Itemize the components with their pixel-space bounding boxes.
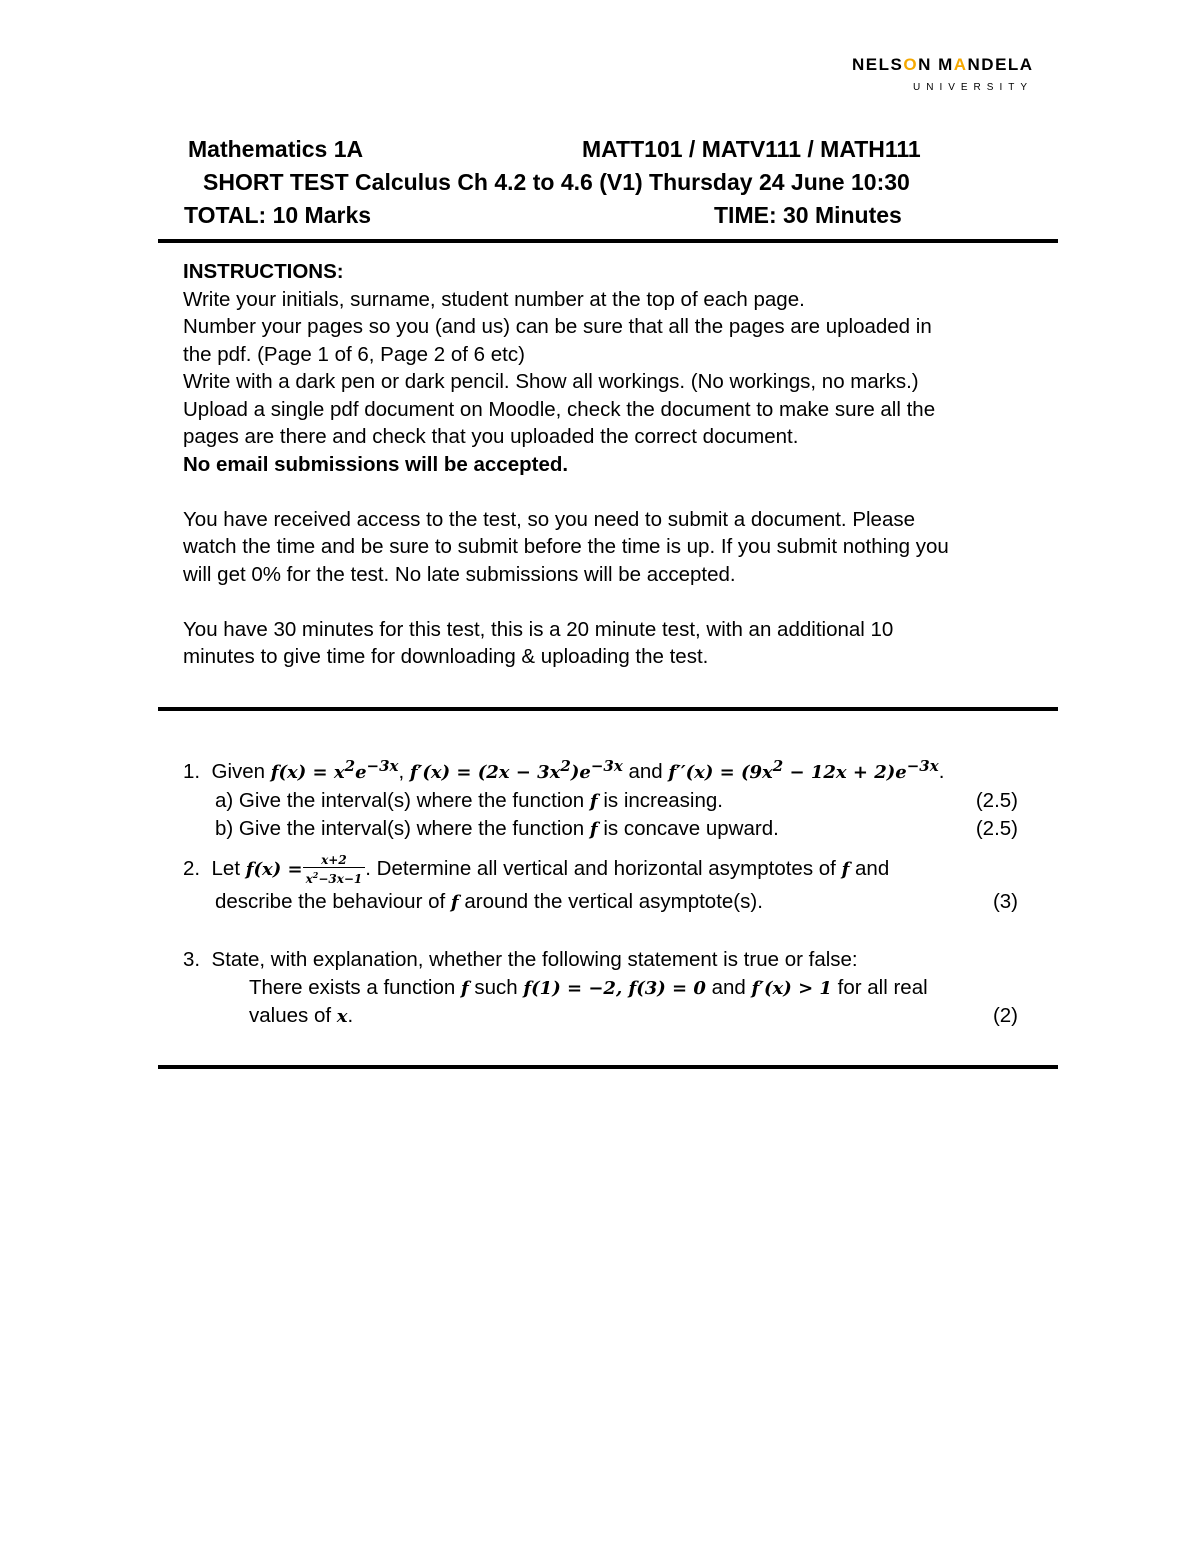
question-1a-marks: (2.5) [975, 788, 1018, 812]
instructions-block [183, 258, 1043, 671]
question-3 [183, 946, 1018, 1031]
header-divider [158, 239, 1058, 243]
access-paragraph-line: watch the time and be sure to submit before the time is up. If you submit nothing you [183, 535, 949, 558]
question-2-line2: describe the behaviour of f around the vertical asymptote(s). (3) [183, 888, 1018, 917]
time-paragraph-line: You have 30 minutes for this test, this is a 20 minute test, with an additional 10 [183, 617, 894, 641]
question-3-line1: 3. State, with explanation, whether the following statement is true or false: [183, 948, 858, 971]
rational-function-fraction: $\frac{x+2}{x^2-3x-1}$ [303, 853, 366, 886]
question-2-marks: (3) [992, 890, 1018, 913]
instruction-line: the pdf. (Page 1 of 6, Page 2 of 6 etc) [183, 342, 525, 366]
instruction-line: Upload a single pdf document on Moodle, check the document to make sure all the [183, 397, 936, 421]
course-title: Mathematics 1A [188, 136, 364, 162]
question-1a: a) Give the interval(s) where the function f is increasing. (2.5) [183, 787, 1018, 816]
time-paragraph-line: minutes to give time for downloading & uploading the test. [183, 645, 709, 668]
question-1b: b) Give the interval(s) where the function f is concave upward. (2.5) [183, 815, 1018, 844]
question-2 [183, 850, 1018, 917]
course-codes: MATT101 / MATV111 / MATH111 [582, 136, 921, 162]
question-1-stem: 1. Given $f(x) = x^2e^{-3x}$, $f'(x) = (2x - 3x^2)e^{-3x}$ and $f''(x) = (9x^2 - 12x + 2)e^{-3x}$. [183, 757, 945, 783]
test-title: SHORT TEST Calculus Ch 4.2 to 4.6 (V1) Thursday 24 June 10:30 [203, 169, 910, 195]
question-3-line2: There exists a function f such f(1) = −2, f(3) = 0 and f′(x) > 1 for all real [249, 975, 928, 999]
university-logo [852, 55, 1052, 100]
access-paragraph-line: You have received access to the test, so you need to submit a document. Please [183, 507, 915, 531]
instruction-line: Write with a dark pen or dark pencil. Show all workings. (No workings, no marks.) [183, 370, 919, 393]
question-3-line3: values of x. (2) [183, 1002, 1018, 1031]
question-3-marks: (2) [992, 1004, 1018, 1027]
time-limit: TIME: 30 Minutes [714, 202, 902, 228]
questions-divider [158, 1065, 1058, 1069]
no-email-notice: No email submissions will be accepted. [183, 452, 569, 476]
second-derivative: $f''(x) = (9x^2 - 12x + 2)e^{-3x}$ [668, 757, 939, 783]
question-2-line1: 2. Let f(x) = $\frac{x+2}{x^2-3x-1}$ . Determine all vertical and horizontal asymptotes of f and [183, 853, 890, 887]
instructions-divider [158, 707, 1058, 711]
function-f: $f(x) = x^2e^{-3x}$ [270, 757, 399, 783]
instruction-line: pages are there and check that you uploaded the correct document. [183, 425, 799, 448]
logo-subtitle: UNIVERSITY [913, 82, 1034, 93]
logo-wordmark: NELSON MANDELA [852, 55, 1034, 74]
access-paragraph-line: will get 0% for the test. No late submissions will be accepted. [183, 562, 736, 586]
total-marks: TOTAL: 10 Marks [184, 202, 372, 228]
derivative-f-prime: $f'(x) = (2x - 3x^2)e^{-3x}$ [409, 757, 623, 783]
instruction-line: Write your initials, surname, student number at the top of each page. [183, 287, 805, 311]
instruction-line: Number your pages so you (and us) can be sure that all the pages are uploaded in [183, 315, 932, 338]
question-1 [183, 753, 1018, 844]
question-1b-marks: (2.5) [975, 817, 1018, 840]
instructions-heading: INSTRUCTIONS: [183, 260, 344, 283]
